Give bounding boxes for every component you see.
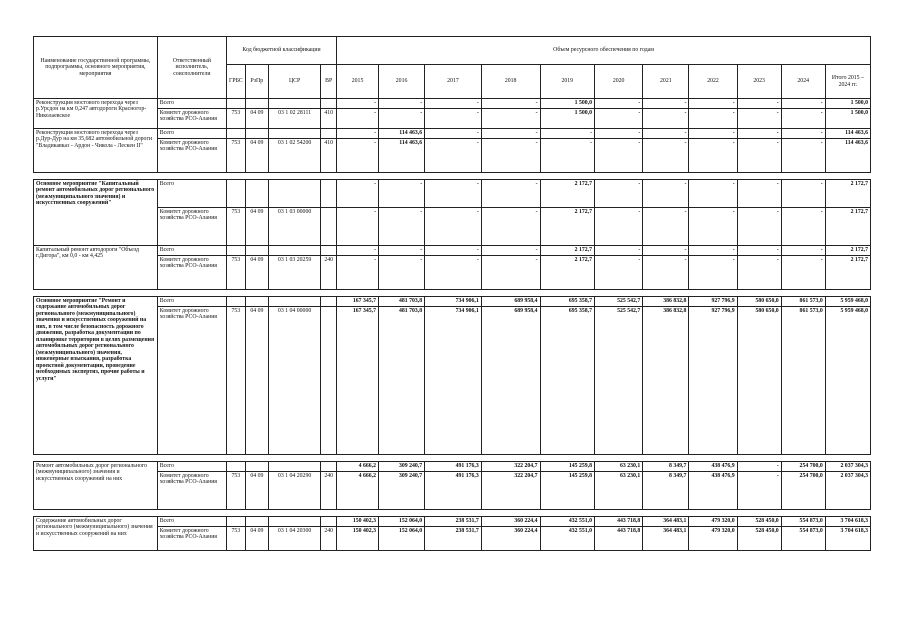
group-spacer [34, 510, 871, 517]
value-2018: - [481, 109, 540, 129]
code-rzpr: 04 09 [245, 472, 268, 510]
header-funding: Объем ресурсного обеспечения по годам [337, 37, 871, 65]
header-code-1: РзПр [245, 65, 268, 99]
value-2022: 479 320,0 [689, 517, 737, 527]
code-rzpr: 04 09 [245, 109, 268, 129]
value-2023: - [737, 208, 781, 246]
value-2024: 254 700,0 [781, 462, 825, 472]
value-2016: - [379, 99, 425, 109]
value-2018: - [481, 129, 540, 139]
code-csr: 03 1 02 54200 [268, 139, 320, 173]
value-2020: 525 542,7 [595, 297, 643, 307]
table-row [34, 180, 871, 208]
header-year-2022: 2022 [689, 65, 737, 99]
value-2024: 861 573,0 [781, 307, 825, 455]
code-csr: 03 1 03 00000 [268, 208, 320, 246]
executor: Комитет дорожного хозяйства РСО-Алания [157, 139, 226, 173]
value-2022: 927 796,9 [689, 307, 737, 455]
value-total: 1 500,0 [825, 99, 870, 109]
value-2023: - [737, 246, 781, 256]
value-2021: 364 483,1 [643, 517, 689, 527]
value-2019: 1 500,0 [540, 99, 595, 109]
code-rzpr: 04 09 [245, 527, 268, 551]
executor: Комитет дорожного хозяйства РСО-Алания [157, 527, 226, 551]
value-2018: 360 224,4 [481, 527, 540, 551]
executor: Всего [157, 246, 226, 256]
value-2018: 322 204,7 [481, 462, 540, 472]
value-2015: 167 345,7 [337, 307, 379, 455]
group-spacer [34, 173, 871, 180]
value-2019: - [540, 129, 595, 139]
value-2023: - [737, 462, 781, 472]
header-code-0: ГРБС [226, 65, 245, 99]
value-2018: 360 224,4 [481, 517, 540, 527]
value-2022: - [689, 256, 737, 290]
value-2020: 63 230,1 [595, 462, 643, 472]
value-2021: - [643, 180, 689, 208]
value-2018: - [481, 139, 540, 173]
code-csr [268, 129, 320, 139]
value-2024: 254 700,0 [781, 472, 825, 510]
value-total: 3 704 618,3 [825, 527, 870, 551]
header-year-2019: 2019 [540, 65, 595, 99]
value-2015: 4 666,2 [337, 472, 379, 510]
value-2023: - [737, 472, 781, 510]
code-vr: 240 [321, 527, 337, 551]
item-name: Основное мероприятие "Капитальный ремонт автомобильных дорог регионального (межмуниципального значения) и искусственных сооружений" [34, 180, 158, 246]
value-2024: - [781, 139, 825, 173]
value-2016: - [379, 256, 425, 290]
code-grbs [226, 246, 245, 256]
value-2022: 438 476,9 [689, 472, 737, 510]
code-grbs: 753 [226, 208, 245, 246]
code-csr: 03 1 04 20290 [268, 472, 320, 510]
code-csr [268, 297, 320, 307]
value-2022: - [689, 129, 737, 139]
value-2024: - [781, 129, 825, 139]
value-2015: 4 666,2 [337, 462, 379, 472]
value-2023: 528 450,0 [737, 517, 781, 527]
spacer-cell [34, 510, 871, 517]
value-2015: - [337, 208, 379, 246]
value-2022: 438 476,9 [689, 462, 737, 472]
value-2017: 491 176,3 [425, 472, 482, 510]
value-2021: - [643, 139, 689, 173]
header-year-2015: 2015 [337, 65, 379, 99]
group-spacer [34, 455, 871, 462]
value-2023: 580 650,0 [737, 307, 781, 455]
code-rzpr: 04 09 [245, 307, 268, 455]
code-grbs [226, 129, 245, 139]
value-2017: - [425, 246, 482, 256]
value-2024: - [781, 99, 825, 109]
value-total: 114 463,6 [825, 139, 870, 173]
value-2019: 695 358,7 [540, 297, 595, 307]
value-2017: - [425, 109, 482, 129]
item-name: Ремонт автомобильных дорог регионального (межмуниципального) значения и искусственных сооружений на них [34, 462, 158, 510]
value-2020: - [595, 180, 643, 208]
value-2021: 386 832,8 [643, 307, 689, 455]
value-2022: - [689, 109, 737, 129]
code-vr [321, 307, 337, 455]
code-csr: 03 1 04 00000 [268, 307, 320, 455]
value-2022: 927 796,9 [689, 297, 737, 307]
value-total: 2 172,7 [825, 256, 870, 290]
value-2024: 861 573,0 [781, 297, 825, 307]
value-2020: - [595, 256, 643, 290]
code-vr [321, 129, 337, 139]
code-grbs: 753 [226, 307, 245, 455]
value-2016: 481 703,8 [379, 297, 425, 307]
value-2021: - [643, 208, 689, 246]
header-total: Итого 2015 – 2024 гг. [825, 65, 870, 99]
item-name: Основное мероприятие "Ремонт и содержание автомобильных дорог регионального (межмуниципального) значения и искусственных сооружений на них, в том числе безопасность дорожного движения, разработка документации по планировке территории в целях размещения автомобильных дорог регионального (межмуниципального) значения, инженерные изыскания, разработка проектной документации, проведение необходимых экспертиз, прочие работы и услуги" [34, 297, 158, 455]
code-rzpr: 04 09 [245, 256, 268, 290]
value-2015: - [337, 99, 379, 109]
value-2019: 2 172,7 [540, 208, 595, 246]
code-csr [268, 246, 320, 256]
value-2016: 114 463,6 [379, 139, 425, 173]
code-grbs [226, 99, 245, 109]
table-row [34, 256, 871, 290]
code-rzpr: 04 09 [245, 139, 268, 173]
table-row [34, 129, 871, 139]
header-year-2024: 2024 [781, 65, 825, 99]
value-2020: - [595, 208, 643, 246]
header-budget-code: Код бюджетной классификации [226, 37, 336, 65]
value-2022: - [689, 99, 737, 109]
value-total: 2 037 304,3 [825, 462, 870, 472]
header-year-2021: 2021 [643, 65, 689, 99]
value-2023: - [737, 99, 781, 109]
executor: Комитет дорожного хозяйства РСО-Алания [157, 208, 226, 246]
value-2017: 491 176,3 [425, 462, 482, 472]
code-vr: 410 [321, 109, 337, 129]
table-row [34, 109, 871, 129]
executor: Всего [157, 297, 226, 307]
table-body [34, 99, 871, 551]
value-2018: 689 958,4 [481, 297, 540, 307]
value-2023: 528 450,0 [737, 527, 781, 551]
value-total: 114 463,6 [825, 129, 870, 139]
code-rzpr [245, 517, 268, 527]
value-2021: - [643, 109, 689, 129]
value-2023: 580 650,0 [737, 297, 781, 307]
value-2020: - [595, 246, 643, 256]
value-2016: - [379, 180, 425, 208]
executor: Комитет дорожного хозяйства РСО-Алания [157, 109, 226, 129]
value-2018: 322 204,7 [481, 472, 540, 510]
value-2019: 2 172,7 [540, 180, 595, 208]
code-vr [321, 297, 337, 307]
value-2020: - [595, 139, 643, 173]
code-vr: 240 [321, 256, 337, 290]
item-name: Реконструкция мостового перехода через р.Урсдон на км 0,247 автодороги Красногор-Николаевское [34, 99, 158, 129]
code-csr: 03 1 04 20300 [268, 527, 320, 551]
code-grbs [226, 517, 245, 527]
value-total: 5 959 468,0 [825, 307, 870, 455]
value-2024: - [781, 246, 825, 256]
value-2016: 309 240,7 [379, 472, 425, 510]
code-grbs: 753 [226, 139, 245, 173]
value-2015: - [337, 139, 379, 173]
code-rzpr [245, 462, 268, 472]
value-total: 5 959 468,0 [825, 297, 870, 307]
value-2024: 554 873,0 [781, 527, 825, 551]
item-name: Содержание автомобильных дорог регионального (межмуниципального) значения и искусственных сооружений на них [34, 517, 158, 551]
code-csr: 03 1 03 20259 [268, 256, 320, 290]
code-grbs [226, 180, 245, 208]
value-2022: - [689, 139, 737, 173]
value-2016: 152 064,0 [379, 517, 425, 527]
header-executor: Ответственный исполнитель, соисполнители [157, 37, 226, 99]
value-2016: - [379, 246, 425, 256]
value-total: 3 704 618,3 [825, 517, 870, 527]
code-rzpr [245, 99, 268, 109]
code-rzpr [245, 180, 268, 208]
value-2024: 554 873,0 [781, 517, 825, 527]
code-vr [321, 208, 337, 246]
value-2019: 432 551,0 [540, 517, 595, 527]
value-2019: 2 172,7 [540, 246, 595, 256]
value-2018: - [481, 208, 540, 246]
header-name: Наименование государственной программы, подпрограммы, основного мероприятия, мероприятия [34, 37, 158, 99]
value-2020: - [595, 129, 643, 139]
value-2016: 481 703,8 [379, 307, 425, 455]
value-2023: - [737, 109, 781, 129]
value-2017: 734 906,1 [425, 307, 482, 455]
table-row [34, 307, 871, 455]
value-2015: - [337, 180, 379, 208]
value-2023: - [737, 180, 781, 208]
value-2021: - [643, 129, 689, 139]
item-name: Реконструкция мостового перехода через р.Дур-Дур на км 35,682 автомобильной дороги "Владикавказ - Ардон - Чикола - Лескен II" [34, 129, 158, 173]
table-row [34, 246, 871, 256]
executor: Всего [157, 462, 226, 472]
value-2019: 2 172,7 [540, 256, 595, 290]
value-2015: 150 402,3 [337, 527, 379, 551]
code-csr [268, 462, 320, 472]
code-rzpr [245, 129, 268, 139]
value-2015: - [337, 256, 379, 290]
header-code-3: ВР [321, 65, 337, 99]
value-2019: - [540, 139, 595, 173]
value-2017: - [425, 208, 482, 246]
value-2019: 145 259,8 [540, 462, 595, 472]
value-2016: 152 064,0 [379, 527, 425, 551]
header-year-2018: 2018 [481, 65, 540, 99]
table-row [34, 472, 871, 510]
executor: Всего [157, 99, 226, 109]
group-spacer [34, 290, 871, 297]
table-row [34, 208, 871, 246]
value-2022: 479 320,0 [689, 527, 737, 551]
value-2018: - [481, 99, 540, 109]
value-total: 1 500,0 [825, 109, 870, 129]
executor: Всего [157, 517, 226, 527]
value-2019: 1 500,0 [540, 109, 595, 129]
value-2017: - [425, 99, 482, 109]
executor: Комитет дорожного хозяйства РСО-Алания [157, 307, 226, 455]
header-year-2017: 2017 [425, 65, 482, 99]
value-2017: - [425, 256, 482, 290]
value-2021: 364 483,1 [643, 527, 689, 551]
value-2020: 443 718,8 [595, 527, 643, 551]
code-vr: 240 [321, 472, 337, 510]
value-2017: - [425, 139, 482, 173]
value-2017: 238 531,7 [425, 517, 482, 527]
value-2021: - [643, 256, 689, 290]
value-2023: - [737, 139, 781, 173]
code-vr: 410 [321, 139, 337, 173]
value-2023: - [737, 129, 781, 139]
value-2018: - [481, 180, 540, 208]
code-grbs [226, 297, 245, 307]
code-csr [268, 180, 320, 208]
executor: Всего [157, 180, 226, 208]
budget-document [33, 36, 871, 551]
table-row [34, 527, 871, 551]
code-grbs: 753 [226, 472, 245, 510]
table-row [34, 517, 871, 527]
header-year-2023: 2023 [737, 65, 781, 99]
value-2017: - [425, 180, 482, 208]
code-csr: 03 1 02 28111 [268, 109, 320, 129]
value-2019: 145 259,8 [540, 472, 595, 510]
value-2020: - [595, 99, 643, 109]
value-2023: - [737, 256, 781, 290]
spacer-cell [34, 173, 871, 180]
value-2022: - [689, 208, 737, 246]
value-2017: 734 906,1 [425, 297, 482, 307]
value-2019: 695 358,7 [540, 307, 595, 455]
code-rzpr [245, 297, 268, 307]
code-csr [268, 517, 320, 527]
value-2017: - [425, 129, 482, 139]
value-2018: - [481, 246, 540, 256]
value-2019: 432 551,0 [540, 527, 595, 551]
item-name: Капитальный ремонт автодороги "Объезд г.Дигора", км 0,0 - км 4,425 [34, 246, 158, 290]
executor: Комитет дорожного хозяйства РСО-Алания [157, 256, 226, 290]
code-rzpr [245, 246, 268, 256]
value-2020: 443 718,8 [595, 517, 643, 527]
value-2017: 238 531,7 [425, 527, 482, 551]
executor: Комитет дорожного хозяйства РСО-Алания [157, 472, 226, 510]
value-2016: 114 463,6 [379, 129, 425, 139]
value-2021: - [643, 99, 689, 109]
table-header [34, 37, 871, 99]
value-2016: - [379, 208, 425, 246]
spacer-cell [34, 455, 871, 462]
value-2015: - [337, 129, 379, 139]
header-year-2020: 2020 [595, 65, 643, 99]
code-vr [321, 180, 337, 208]
code-grbs: 753 [226, 256, 245, 290]
executor: Всего [157, 129, 226, 139]
value-2020: 63 230,1 [595, 472, 643, 510]
value-total: 2 037 304,3 [825, 472, 870, 510]
value-2015: 150 402,3 [337, 517, 379, 527]
value-2022: - [689, 246, 737, 256]
value-2015: - [337, 109, 379, 129]
value-2021: - [643, 246, 689, 256]
value-2021: 386 832,8 [643, 297, 689, 307]
code-grbs: 753 [226, 527, 245, 551]
value-2021: 8 349,7 [643, 462, 689, 472]
table-row [34, 462, 871, 472]
header-code-2: ЦСР [268, 65, 320, 99]
code-vr [321, 246, 337, 256]
value-2016: 309 240,7 [379, 462, 425, 472]
code-vr [321, 462, 337, 472]
value-2018: - [481, 256, 540, 290]
code-csr [268, 99, 320, 109]
value-2015: 167 345,7 [337, 297, 379, 307]
spacer-cell [34, 290, 871, 297]
value-total: 2 172,7 [825, 208, 870, 246]
value-total: 2 172,7 [825, 180, 870, 208]
table-row [34, 297, 871, 307]
value-total: 2 172,7 [825, 246, 870, 256]
value-2015: - [337, 246, 379, 256]
value-2016: - [379, 109, 425, 129]
value-2020: 525 542,7 [595, 307, 643, 455]
header-year-2016: 2016 [379, 65, 425, 99]
table-row [34, 139, 871, 173]
value-2024: - [781, 109, 825, 129]
code-grbs: 753 [226, 109, 245, 129]
code-vr [321, 517, 337, 527]
value-2022: - [689, 180, 737, 208]
value-2018: 689 958,4 [481, 307, 540, 455]
code-rzpr: 04 09 [245, 208, 268, 246]
code-grbs [226, 462, 245, 472]
value-2020: - [595, 109, 643, 129]
table-row [34, 99, 871, 109]
value-2024: - [781, 208, 825, 246]
value-2024: - [781, 180, 825, 208]
budget-table [33, 36, 871, 551]
code-vr [321, 99, 337, 109]
value-2024: - [781, 256, 825, 290]
value-2021: 8 349,7 [643, 472, 689, 510]
